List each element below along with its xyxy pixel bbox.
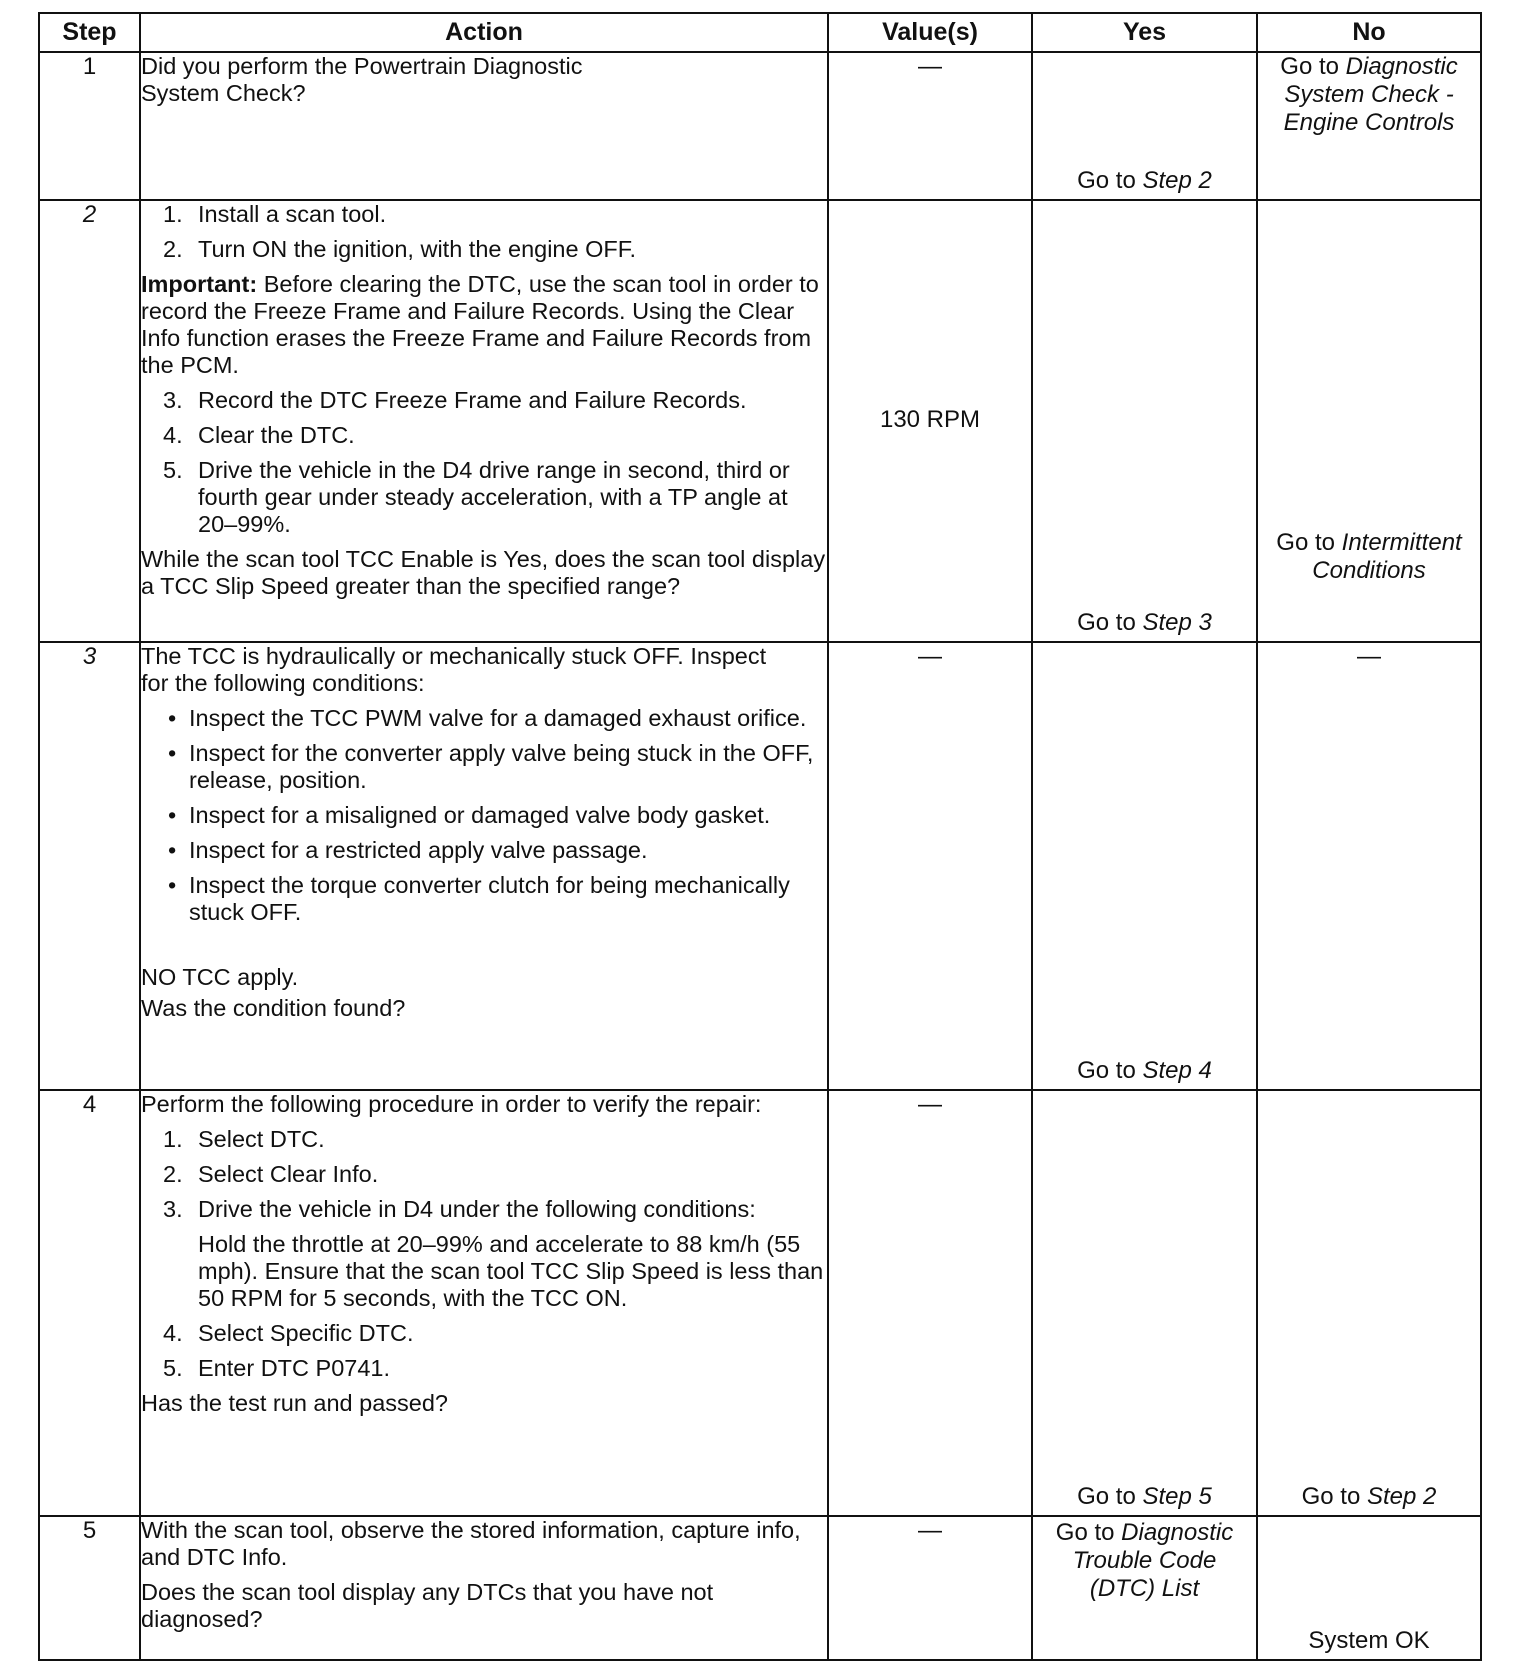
list-item: 5. Enter DTC P0741. bbox=[163, 1355, 391, 1381]
question-text: Has the test run and passed? bbox=[141, 1390, 449, 1416]
no-result-text: System OK bbox=[1308, 1627, 1430, 1654]
important-text: Before clearing the DTC, use the scan tool in order to record the Freeze Frame and Failure Records. Using the Clear Info function erases the Freeze Frame and Failure Records from the PCM. bbox=[141, 271, 819, 378]
list-item: 4. Clear the DTC. bbox=[163, 422, 355, 448]
value-cell: — bbox=[828, 52, 1032, 200]
list-item: 2. Select Clear Info. bbox=[163, 1161, 379, 1187]
value-cell bbox=[828, 200, 1032, 642]
intro-text: Perform the following procedure in order to verify the repair: bbox=[141, 1091, 762, 1117]
table-row-step-3 bbox=[39, 642, 1481, 1090]
list-item: 1. Install a scan tool. bbox=[163, 201, 387, 227]
important-label: Important: bbox=[141, 271, 258, 297]
header-step: Step bbox=[39, 13, 140, 52]
yes-cell bbox=[1032, 1090, 1257, 1516]
action-cell bbox=[140, 642, 828, 1090]
no-cell bbox=[1257, 200, 1481, 642]
question-text: Was the condition found? bbox=[141, 995, 406, 1021]
sub-instruction: Hold the throttle at 20–99% and accelerate to 88 km/h (55 mph). Ensure that the scan tool TCC Slip Speed is less than 50 RPM for 5 seconds, with the TCC ON. bbox=[198, 1231, 824, 1311]
list-item: • Inspect for a misaligned or damaged valve body gasket. bbox=[168, 802, 771, 828]
step-number: 3 bbox=[39, 642, 140, 1090]
list-item: • Inspect the TCC PWM valve for a damaged exhaust orifice. bbox=[168, 705, 807, 731]
value-text: 130 RPM bbox=[879, 406, 981, 433]
table-row-step-4 bbox=[39, 1090, 1481, 1516]
yes-goto-link[interactable]: Go to Diagnostic Trouble Code (DTC) List bbox=[1055, 1519, 1234, 1602]
no-goto-link[interactable]: Go to Intermittent Conditions bbox=[1276, 529, 1462, 584]
note-text: NO TCC apply. bbox=[141, 964, 299, 990]
yes-cell bbox=[1032, 52, 1257, 200]
yes-cell bbox=[1032, 642, 1257, 1090]
question-text: While the scan tool TCC Enable is Yes, does the scan tool display a TCC Slip Speed greater than the specified range? bbox=[141, 546, 826, 599]
no-goto-link[interactable]: Go to Diagnostic System Check - Engine Controls bbox=[1280, 53, 1458, 136]
no-cell bbox=[1257, 1090, 1481, 1516]
question-text: Did you perform the Powertrain Diagnostic System Check? bbox=[141, 53, 583, 106]
list-item: 3. Record the DTC Freeze Frame and Failure Records. bbox=[163, 387, 747, 413]
header-values: Value(s) bbox=[828, 13, 1032, 52]
yes-goto-link[interactable]: Go to Step 5 bbox=[1077, 1483, 1212, 1510]
table-row-step-5 bbox=[39, 1516, 1481, 1660]
action-cell bbox=[140, 52, 828, 200]
list-item: 3. Drive the vehicle in D4 under the following conditions: bbox=[163, 1196, 756, 1222]
procedure-list bbox=[141, 1126, 827, 1223]
procedure-list bbox=[141, 387, 827, 538]
yes-cell bbox=[1032, 200, 1257, 642]
header-action: Action bbox=[140, 13, 828, 52]
table-row-step-2 bbox=[39, 200, 1481, 642]
yes-goto-link[interactable]: Go to Step 4 bbox=[1077, 1057, 1212, 1084]
step-number: 4 bbox=[39, 1090, 140, 1516]
header-no: No bbox=[1257, 13, 1481, 52]
list-item: • Inspect for the converter apply valve being stuck in the OFF, release, position. bbox=[168, 740, 814, 793]
step-number: 5 bbox=[39, 1516, 140, 1660]
step-number: 1 bbox=[39, 52, 140, 200]
procedure-list bbox=[141, 1320, 827, 1382]
action-cell bbox=[140, 1516, 828, 1660]
yes-cell bbox=[1032, 1516, 1257, 1660]
procedure-list bbox=[141, 201, 827, 263]
list-item: 5. Drive the vehicle in the D4 drive range in second, third or fourth gear under steady acceleration, with a TP angle at 20–99%. bbox=[163, 457, 790, 537]
no-goto-link[interactable]: Go to Step 2 bbox=[1301, 1483, 1437, 1510]
header-yes: Yes bbox=[1032, 13, 1257, 52]
intro-text: The TCC is hydraulically or mechanically stuck OFF. Inspect for the following conditions: bbox=[141, 643, 767, 696]
list-item: 2. Turn ON the ignition, with the engine OFF. bbox=[163, 236, 637, 262]
important-note bbox=[141, 271, 827, 379]
step-number: 2 bbox=[39, 200, 140, 642]
list-item: 1. Select DTC. bbox=[163, 1126, 325, 1152]
diagnostic-table bbox=[38, 12, 1482, 1661]
header-row bbox=[39, 13, 1481, 52]
value-cell: — bbox=[828, 1090, 1032, 1516]
no-cell bbox=[1257, 52, 1481, 200]
table-row-step-1 bbox=[39, 52, 1481, 200]
value-cell: — bbox=[828, 642, 1032, 1090]
inspection-list bbox=[141, 705, 827, 926]
yes-goto-link[interactable]: Go to Step 3 bbox=[1077, 609, 1212, 636]
list-item: 4. Select Specific DTC. bbox=[163, 1320, 414, 1346]
no-cell bbox=[1257, 1516, 1481, 1660]
list-item: • Inspect the torque converter clutch for being mechanically stuck OFF. bbox=[168, 872, 790, 925]
intro-text: With the scan tool, observe the stored information, capture info, and DTC Info. bbox=[141, 1517, 801, 1570]
value-cell: — bbox=[828, 1516, 1032, 1660]
no-cell: — bbox=[1257, 642, 1481, 1090]
list-item: • Inspect for a restricted apply valve passage. bbox=[168, 837, 648, 863]
yes-goto-link[interactable]: Go to Step 2 bbox=[1077, 167, 1212, 194]
question-text: Does the scan tool display any DTCs that you have not diagnosed? bbox=[141, 1579, 714, 1632]
action-cell bbox=[140, 200, 828, 642]
action-cell bbox=[140, 1090, 828, 1516]
